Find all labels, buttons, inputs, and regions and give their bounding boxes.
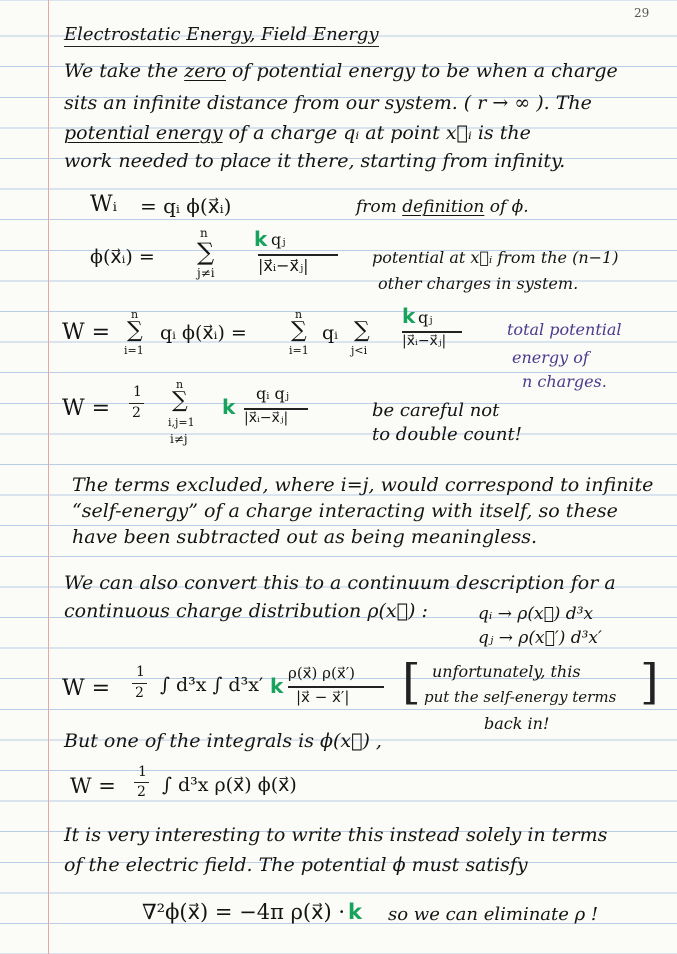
para2-line-2: “self-energy” of a charge interacting with itself, so these bbox=[72, 500, 618, 522]
eq3-sum1-sign: ∑ bbox=[127, 318, 143, 343]
eq3-sum1-bot: i=1 bbox=[124, 344, 144, 357]
note-text: of ϕ. bbox=[484, 197, 529, 217]
para2-line-1: The terms excluded, where i=j, would correspond to infinite bbox=[72, 474, 654, 496]
eq6-lhs: W = bbox=[70, 774, 116, 798]
eq2-denominator: |x⃗ᵢ−x⃗ⱼ| bbox=[258, 256, 309, 275]
eq3-sum2-bot: i=1 bbox=[289, 344, 309, 357]
eq4-sum-sign: ∑ bbox=[172, 388, 188, 413]
eq4-denominator: |x⃗ᵢ−x⃗ⱼ| bbox=[244, 410, 289, 426]
eq1-rhs: = qᵢ ϕ(x⃗ᵢ) bbox=[140, 194, 232, 218]
eq5-numerator: ρ(x⃗) ρ(x⃗′) bbox=[288, 664, 355, 682]
constant-k: k bbox=[348, 900, 362, 924]
eq3-sum2-sign: ∑ bbox=[291, 318, 307, 343]
eq3-sum3-sign: ∑ bbox=[354, 318, 370, 343]
eq2-sum-sign: ∑ bbox=[197, 238, 215, 266]
right-bracket: ] bbox=[640, 654, 659, 710]
page-number: 29 bbox=[634, 6, 650, 20]
page-title bbox=[64, 24, 379, 45]
intro-line-3 bbox=[64, 122, 531, 144]
eq7-poisson: ∇²ϕ(x⃗) = −4π ρ(x⃗) · bbox=[142, 900, 346, 924]
eq4-numerator: qᵢ qⱼ bbox=[256, 384, 290, 403]
eq3-numerator: qⱼ bbox=[418, 308, 433, 327]
eq5-half-den: 2 bbox=[135, 685, 144, 701]
potential-energy-underlined: potential energy bbox=[64, 122, 223, 144]
intro-line-2: sits an infinite distance from our system. ( r → ∞ ). The bbox=[64, 92, 592, 114]
intro-line-1 bbox=[64, 60, 618, 82]
constant-k: k bbox=[222, 395, 236, 419]
intro-text: of potential energy to be when a charge bbox=[225, 60, 618, 82]
eq2-lhs: ϕ(x⃗ᵢ) = bbox=[90, 246, 155, 268]
constant-k: k bbox=[402, 304, 416, 328]
eq4-half-den: 2 bbox=[132, 405, 141, 421]
eq3-sum2-top: n bbox=[295, 308, 303, 321]
eq3-qi: qᵢ bbox=[322, 322, 338, 344]
eq5-half-num: 1 bbox=[136, 664, 145, 680]
eq4-note-2: to double count! bbox=[372, 424, 522, 445]
eq3-lhs: W = bbox=[62, 320, 111, 345]
intro-text: We take the bbox=[64, 60, 185, 82]
eq4-sum-bot-2: i≠j bbox=[170, 432, 188, 446]
para4-line-2: of the electric field. The potential ϕ must satisfy bbox=[64, 854, 528, 876]
para3-line-2: continuous charge distribution ρ(x⃗) : bbox=[64, 600, 428, 622]
eq3-note-2: energy of bbox=[512, 348, 589, 367]
eq3-sum3-bot: j<i bbox=[351, 344, 368, 357]
eq3-denominator: |x⃗ᵢ−x⃗ⱼ| bbox=[402, 333, 447, 349]
eq3-sum1-top: n bbox=[131, 308, 139, 321]
eq5-note-3: back in! bbox=[484, 714, 550, 733]
constant-k: k bbox=[254, 227, 268, 251]
integral-remark: But one of the integrals is ϕ(x⃗) , bbox=[64, 730, 382, 752]
eq6-rhs: ∫ d³x ρ(x⃗) ϕ(x⃗) bbox=[162, 774, 297, 796]
eq3-middle: qᵢ ϕ(x⃗ᵢ) = bbox=[160, 322, 247, 344]
eq7-note: so we can eliminate ρ ! bbox=[388, 904, 599, 925]
eq4-note-1: be careful not bbox=[372, 400, 500, 421]
intro-text: of a charge qᵢ at point x⃗ᵢ is the bbox=[222, 122, 531, 144]
para3-line-1: We can also convert this to a continuum description for a bbox=[64, 572, 616, 594]
eq2-sum-bot: j≠i bbox=[197, 266, 215, 280]
eq6-half-num: 1 bbox=[138, 764, 147, 780]
eq4-sum-bot-1: i,j=1 bbox=[168, 416, 195, 429]
eq1-lhs: Wᵢ bbox=[90, 192, 118, 217]
eq4-sum-top: n bbox=[176, 378, 184, 391]
eq5-note-1: unfortunately, this bbox=[432, 662, 581, 681]
eq5-note-2: put the self-energy terms bbox=[424, 688, 617, 706]
eq2-note-2: other charges in system. bbox=[378, 274, 579, 293]
notebook-margin-line bbox=[48, 0, 49, 954]
para2-line-3: have been subtracted out as being meaningless. bbox=[72, 526, 537, 548]
eq3-note-3: n charges. bbox=[522, 372, 607, 391]
para3-mapping-2: qⱼ → ρ(x⃗′) d³x′ bbox=[478, 628, 602, 648]
eq3-note-1: total potential bbox=[507, 320, 622, 339]
eq5-integrals: ∫ d³x ∫ d³x′ bbox=[160, 674, 264, 696]
constant-k: k bbox=[270, 674, 284, 698]
title-text: Electrostatic Energy, Field Energy bbox=[64, 24, 379, 45]
left-bracket: [ bbox=[402, 654, 421, 710]
intro-line-4: work needed to place it there, starting from infinity. bbox=[64, 150, 566, 172]
eq2-numerator: qⱼ bbox=[271, 230, 286, 249]
eq4-lhs: W = bbox=[62, 396, 111, 421]
eq2-sum-top: n bbox=[200, 226, 208, 240]
eq1-note bbox=[356, 197, 529, 217]
zero-underlined: zero bbox=[184, 60, 226, 82]
para3-mapping-1: qᵢ → ρ(x⃗) d³x bbox=[478, 604, 594, 624]
note-text: from bbox=[356, 197, 403, 217]
eq6-half-den: 2 bbox=[137, 784, 146, 800]
eq2-note-1: potential at x⃗ᵢ from the (n−1) bbox=[372, 248, 619, 267]
eq4-half-num: 1 bbox=[133, 384, 142, 400]
para4-line-1: It is very interesting to write this instead solely in terms bbox=[64, 824, 608, 846]
definition-underlined: definition bbox=[402, 197, 485, 217]
eq5-denominator: |x⃗ − x⃗′| bbox=[296, 688, 350, 706]
eq5-lhs: W = bbox=[62, 676, 111, 701]
